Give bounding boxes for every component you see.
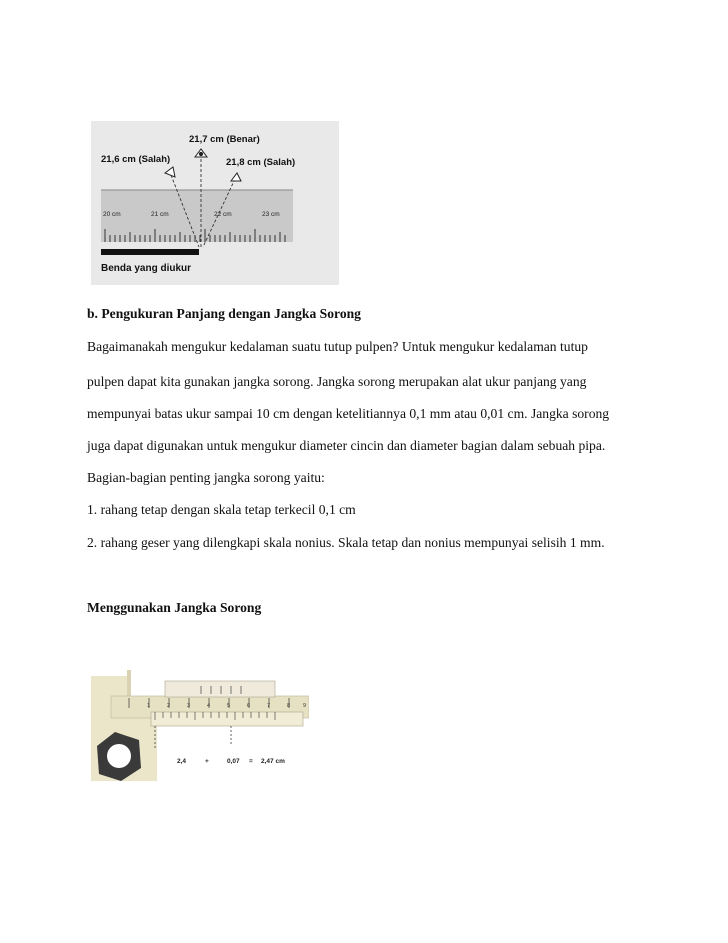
scale-number: 8 xyxy=(287,703,291,709)
parts-intro: Bagian-bagian penting jangka sorong yaitu: xyxy=(87,470,325,485)
paragraph-line: pulpen dapat kita gunakan jangka sorong. Jangka sorong merupakan alat ukur panjang yang xyxy=(87,374,587,389)
paragraph-line: juga dapat digunakan untuk mengukur diameter cincin dan diameter bagian dalam sebuah pipa. xyxy=(87,438,606,453)
section-heading-use: Menggunakan Jangka Sorong xyxy=(87,600,262,615)
wrong-reading-left-label: 21,6 cm (Salah) xyxy=(101,154,171,165)
caliper-figure xyxy=(91,668,309,781)
measured-object-label: Benda yang diukur xyxy=(101,263,192,274)
wrong-reading-right-label: 21,8 cm (Salah) xyxy=(226,157,296,168)
scale-number: 5 xyxy=(227,703,231,709)
reading-plus: + xyxy=(205,758,209,765)
tick-label: 22 cm xyxy=(214,211,232,218)
list-item: 2. rahang geser yang dilengkapi skala nonius. Skala tetap dan nonius mempunyai selisih 1 mm. xyxy=(87,535,605,550)
paragraph-line: Bagaimanakah mengukur kedalaman suatu tutup pulpen? Untuk mengukur kedalaman tutup xyxy=(87,339,588,354)
parallax-illustration xyxy=(91,121,339,285)
reading-vernier: 0,07 xyxy=(227,758,240,765)
scale-number: 3 xyxy=(187,703,191,709)
caliper-illustration xyxy=(91,668,309,781)
scale-number: 7 xyxy=(267,703,271,709)
tick-label: 23 cm xyxy=(262,211,280,218)
scale-number: 2 xyxy=(167,703,171,709)
reading-total: 2,47 cm xyxy=(261,758,285,765)
list-item: 1. rahang tetap dengan skala tetap terkecil 0,1 cm xyxy=(87,502,356,517)
scale-number: 6 xyxy=(247,703,251,709)
scale-number: 9 xyxy=(303,703,307,709)
tick-label: 21 cm xyxy=(151,211,169,218)
paragraph-line: mempunyai batas ukur sampai 10 cm dengan ketelitiannya 0,1 mm atau 0,01 cm. Jangka sorong xyxy=(87,406,610,421)
section-heading-b: b. Pengukuran Panjang dengan Jangka Sorong xyxy=(87,306,361,321)
parallax-figure xyxy=(91,121,339,285)
tick-label: 20 cm xyxy=(103,211,121,218)
scale-number: 4 xyxy=(207,703,211,709)
reading-equals: = xyxy=(249,758,253,765)
correct-reading-label: 21,7 cm (Benar) xyxy=(189,134,260,145)
measured-object-bar xyxy=(101,249,199,255)
scale-number: 1 xyxy=(147,703,151,709)
reading-main: 2,4 xyxy=(177,758,187,765)
